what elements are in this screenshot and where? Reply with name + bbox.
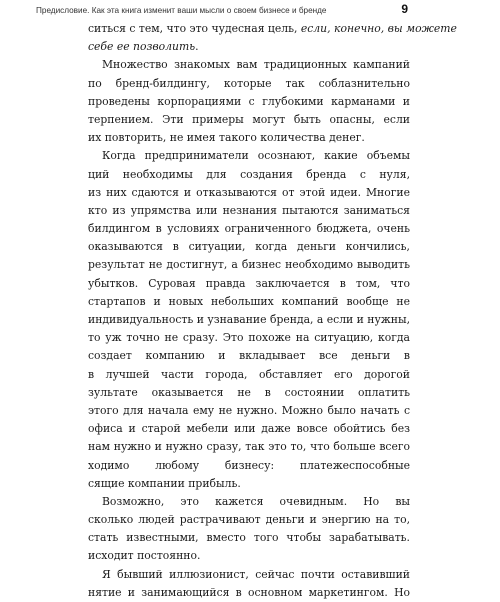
running-head	[36, 4, 496, 18]
text-line: Возможно, это кажется очевидным. Но вы	[102, 494, 410, 508]
italic-text-run: себе ее позволить	[88, 40, 196, 54]
italic-text-run: если, конечно, вы можете	[300, 22, 457, 35]
body-text	[88, 20, 457, 602]
text-line: из них сдаются и отказываются от этой идеи. Многие	[88, 185, 410, 199]
text-line: этого для начала ему не нужно. Можно было начать с	[88, 403, 410, 417]
paragraph	[88, 56, 410, 147]
text-line: то уж точно не сразу. Это похоже на ситуацию, когда	[88, 331, 410, 345]
text-line: убытков. Суровая правда заключается в том, что	[88, 276, 410, 290]
text-line: оказываются в ситуации, когда деньги кончились,	[88, 240, 410, 254]
text-line: офиса и старой мебели или даже вовсе обойтись без	[88, 422, 410, 436]
paragraph	[88, 493, 410, 566]
text-line: нам нужно и нужно сразу, так это то, что больше всего	[88, 440, 410, 454]
text-line: исходит постоянно.	[88, 549, 201, 563]
text-line	[88, 38, 410, 56]
text-line: создает компанию и вкладывает все деньги в	[88, 349, 410, 363]
text-line: Множество знакомых вам традиционных кампаний	[102, 58, 410, 72]
paragraph	[88, 566, 410, 602]
text-line: их повторить, не имея такого количества денег.	[88, 131, 365, 145]
text-line: стартапов и новых небольших компаний вообще не	[88, 294, 410, 308]
text-line: терпением. Эти примеры могут быть опасны, если	[88, 112, 410, 126]
paragraph	[88, 147, 410, 493]
text-run: ситься с тем, что это чудесная цель,	[88, 22, 301, 35]
text-line: Я бывший иллюзионист, сейчас почти оставивший	[102, 567, 410, 581]
page-number: 9	[401, 2, 408, 16]
text-line: билдингом в условиях ограниченного бюджета, очень	[88, 222, 410, 236]
text-line: по бренд-билдингу, которые так соблазнительно	[88, 76, 410, 90]
text-line: нятие и занимающийся в основном маркетингом. Но	[88, 585, 410, 599]
text-line: стать известными, вместо того чтобы зарабатывать.	[88, 531, 410, 545]
text-line: индивидуальность и узнавание бренда, а если и нужны,	[88, 313, 410, 326]
text-line: кто из упрямства или незнания пытаются заниматься	[88, 203, 410, 217]
text-line	[88, 20, 457, 38]
text-line: результат не достигнут, а бизнес необходимо выводить	[88, 258, 410, 272]
text-line: Когда предприниматели осознают, какие объемы	[102, 149, 410, 163]
text-line: зультате оказывается не в состоянии оплатить	[88, 385, 410, 399]
text-line: проведены корпорациями с глубокими карманами и	[88, 94, 410, 108]
text-line: сящие компании прибыль.	[88, 476, 241, 490]
text-line: в лучшей части города, обставляет его дорогой	[88, 367, 410, 381]
running-title: Предисловие. Как эта книга изменит ваши мысли о своем бизнесе и бренде	[36, 6, 327, 15]
text-run: .	[195, 40, 199, 54]
text-line: ходимо любому бизнесу: платежеспособные	[88, 458, 410, 472]
text-line: сколько людей растрачивают деньги и энергию на то,	[88, 513, 410, 527]
text-line: ций необходимы для создания бренда с нуля,	[88, 167, 410, 181]
paragraph-continued	[88, 20, 457, 56]
